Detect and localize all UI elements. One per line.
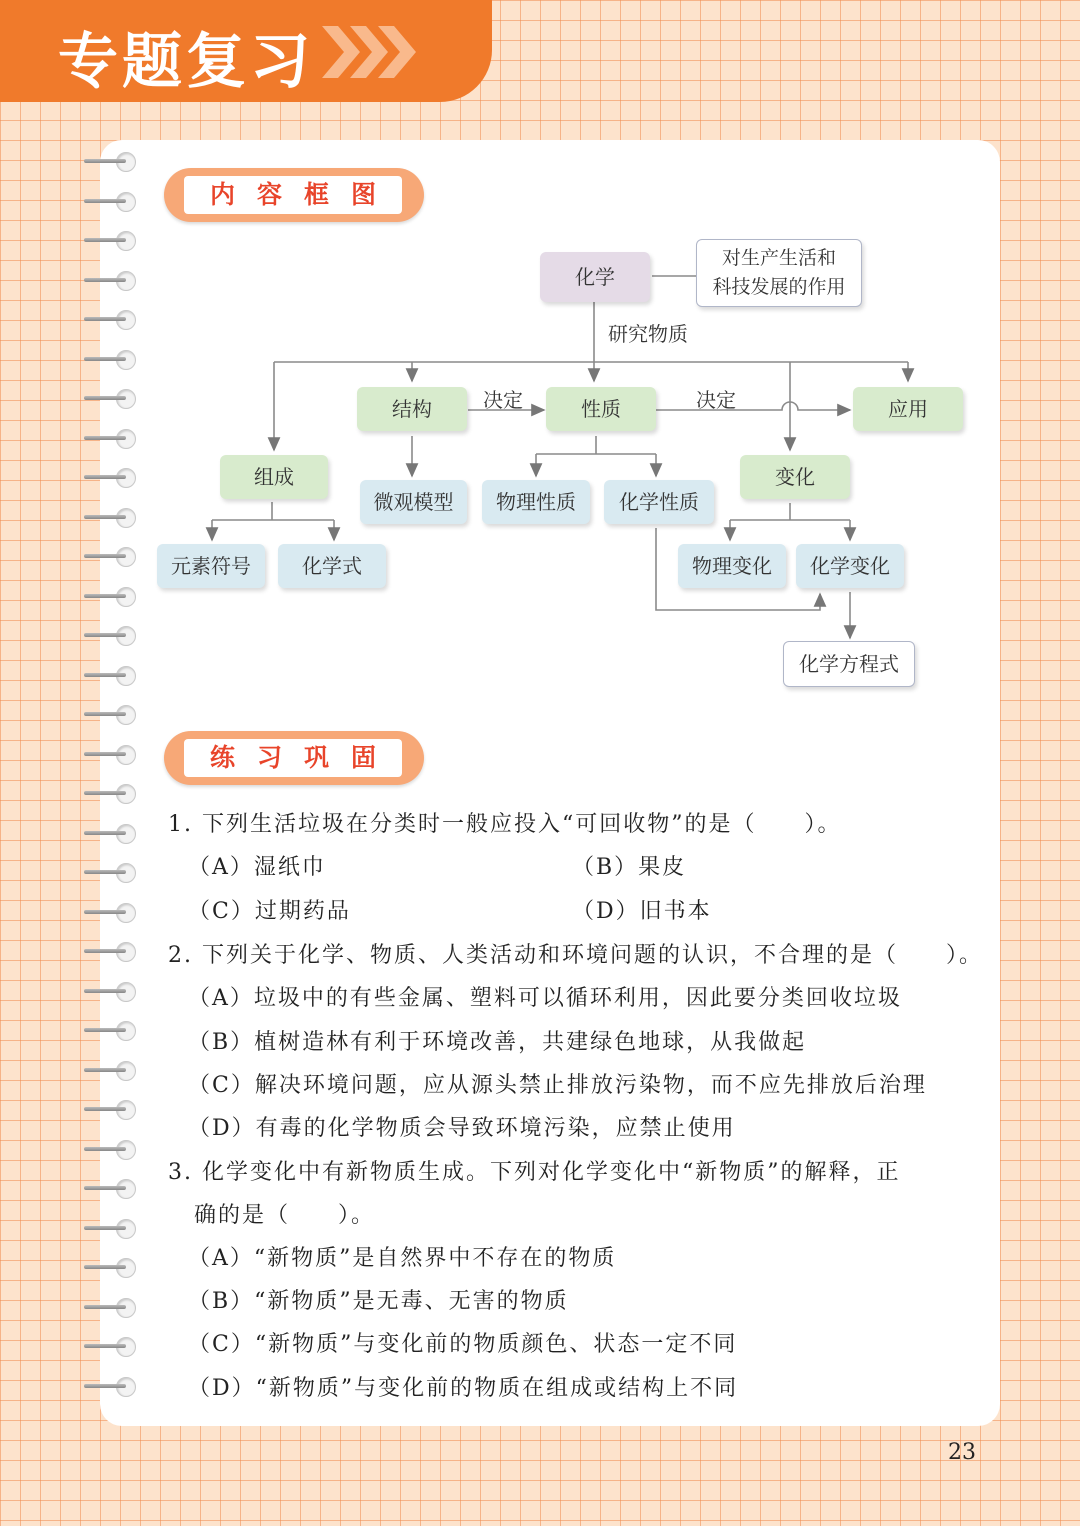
node-application: 应用 [853, 387, 963, 431]
binding-ring [84, 901, 140, 923]
binding-ring [84, 1296, 140, 1318]
binding-ring [84, 1138, 140, 1160]
page-number: 23 [948, 1440, 976, 1465]
question-1-option-a: （A）湿纸巾 [188, 855, 326, 880]
question-3-option-d: （D）“新物质”与变化前的物质在组成或结构上不同 [188, 1376, 739, 1401]
question-1-option-d: （D）旧书本 [572, 899, 712, 924]
question-2-option-c: （C）解决环境问题，应从源头禁止排放污染物，而不应先排放后治理 [188, 1073, 927, 1098]
question-3-option-c: （C）“新物质”与变化前的物质颜色、状态一定不同 [188, 1332, 738, 1357]
node-chemistry: 化学 [540, 252, 650, 302]
section-heading-practice [164, 731, 424, 785]
node-property: 性质 [546, 387, 656, 431]
question-2-option-a: （A）垃圾中的有些金属、塑料可以循环利用，因此要分类回收垃圾 [188, 986, 902, 1011]
node-chemical-change: 化学变化 [796, 544, 904, 588]
section-title-framework: 内容框图 [184, 176, 402, 214]
node-micro-model: 微观模型 [360, 480, 467, 524]
binding-ring [84, 1335, 140, 1357]
question-2-option-d: （D）有毒的化学物质会导致环境污染，应禁止使用 [188, 1116, 736, 1141]
node-role-line2: 科技发展的作用 [712, 276, 846, 298]
node-role-line1: 对生产生活和 [721, 247, 836, 269]
question-1-stem: 1. 下列生活垃圾在分类时一般应投入“可回收物”的是（ ）。 [168, 812, 842, 837]
binding-ring [84, 861, 140, 883]
node-chemical-property: 化学性质 [604, 480, 714, 524]
question-3-stem: 3. 化学变化中有新物质生成。下列对化学变化中“新物质”的解释，正 [168, 1160, 901, 1185]
question-1-option-c: （C）过期药品 [188, 899, 351, 924]
binding-ring [84, 1375, 140, 1397]
question-3-option-b: （B）“新物质”是无毒、无害的物质 [188, 1289, 569, 1314]
node-element-symbol: 元素符号 [157, 544, 265, 588]
question-1-option-b: （B）果皮 [572, 855, 687, 880]
binding-ring [84, 1177, 140, 1199]
node-chemical-formula: 化学式 [278, 544, 386, 588]
binding-ring [84, 1019, 140, 1041]
label-decide-1: 决定 [483, 388, 523, 412]
binding-ring [84, 940, 140, 962]
section-title-practice: 练习巩固 [184, 739, 402, 777]
question-3-stem-cont: 确的是（ ）。 [194, 1203, 376, 1228]
binding-ring [84, 1217, 140, 1239]
label-study: 研究物质 [608, 322, 688, 346]
question-2-stem: 2. 下列关于化学、物质、人类活动和环境问题的认识，不合理的是（ ）。 [168, 943, 983, 968]
node-change: 变化 [740, 455, 850, 499]
node-composition: 组成 [220, 455, 328, 499]
binding-ring [84, 980, 140, 1002]
node-structure: 结构 [357, 387, 467, 431]
label-decide-2: 决定 [696, 388, 736, 412]
question-3-option-a: （A）“新物质”是自然界中不存在的物质 [188, 1246, 617, 1271]
binding-ring [84, 1098, 140, 1120]
node-physical-change: 物理变化 [678, 544, 786, 588]
binding-ring [84, 822, 140, 844]
node-role [696, 239, 862, 307]
binding-ring [84, 1059, 140, 1081]
node-chemical-equation: 化学方程式 [783, 641, 915, 687]
concept-diagram-lines [0, 0, 1080, 720]
binding-ring [84, 743, 140, 765]
binding-ring [84, 782, 140, 804]
question-2-option-b: （B）植树造林有利于环境改善，共建绿色地球，从我做起 [188, 1030, 807, 1055]
binding-ring [84, 1256, 140, 1278]
node-physical-property: 物理性质 [482, 480, 590, 524]
page-title: 专题复习 [58, 27, 314, 97]
